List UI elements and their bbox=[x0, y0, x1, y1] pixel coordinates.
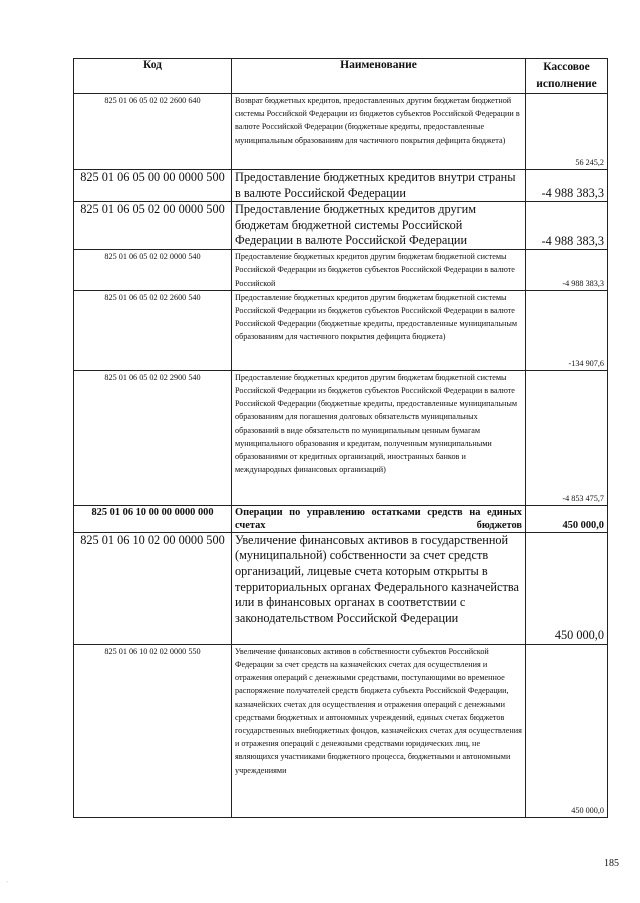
row-name: Предоставление бюджетных кредитов внутри страны в валюте Российской Федерации bbox=[232, 170, 526, 202]
row-value: -4 988 383,3 bbox=[526, 170, 608, 202]
row-code: 825 01 06 10 00 00 0000 000 bbox=[74, 505, 232, 532]
row-value: -4 853 475,7 bbox=[526, 370, 608, 505]
table-row bbox=[74, 644, 608, 817]
table-row bbox=[74, 532, 608, 644]
row-value: -4 988 383,3 bbox=[526, 250, 608, 291]
row-value: 56 245,2 bbox=[526, 94, 608, 170]
row-value: 450 000,0 bbox=[526, 644, 608, 817]
column-header-name: Наименование bbox=[232, 59, 526, 94]
row-code: 825 01 06 05 02 02 0000 540 bbox=[74, 250, 232, 291]
column-header-value-line2: исполнение bbox=[536, 78, 597, 90]
row-name: Предоставление бюджетных кредитов другим бюджетам бюджетной системы Российской Федерации в валюте Российской Федерации bbox=[232, 202, 526, 250]
row-code: 825 01 06 05 00 00 0000 500 bbox=[74, 170, 232, 202]
row-code: 825 01 06 10 02 00 0000 500 bbox=[74, 532, 232, 644]
table-row bbox=[74, 505, 608, 532]
row-name: Предоставление бюджетных кредитов другим бюджетам бюджетной системы Российской Федерации из бюджетов субъектов Российской Федерации в валюте Российской bbox=[232, 250, 526, 291]
table-row bbox=[74, 170, 608, 202]
row-name: Предоставление бюджетных кредитов другим бюджетам бюджетной системы Российской Федерации из бюджетов субъектов Российской Федерации в валюте Российской Федерации (бюджетные кредиты, предоставленные муниципальным образованиям для погашения долговых обязательств муниципальных образований в виде обязательств по муниципальным ценным бумагам муниципального образования и кредитам, полученным муниципальными образованиями от кредитных организаций, иностранных банков и международных финансовых организаций) bbox=[232, 370, 526, 505]
row-value: -134 907,6 bbox=[526, 290, 608, 370]
page-number: 185 bbox=[604, 858, 619, 869]
row-code: 825 01 06 10 02 02 0000 550 bbox=[74, 644, 232, 817]
row-name: Увеличение финансовых активов в собственности субъектов Российской Федерации за счет средств на казначейских счетах для осуществления и отражения операций с денежными средствами, поступающими во временное распоряжение получателей средств бюджета субъекта Российской Федерации, казначейских счетах для осуществления и отражения операций с денежными средствами бюджетных и автономных учреждений, единых счетах бюджетов государственных внебюджетных фондов, казначейских счетах для осуществления и отражения операций с денежными средствами юридических лиц, не являющихся участниками бюджетного процесса, бюджетными и автономными учреждениями bbox=[232, 644, 526, 817]
table-row bbox=[74, 250, 608, 291]
row-code: 825 01 06 05 02 02 2600 540 bbox=[74, 290, 232, 370]
column-header-value bbox=[526, 59, 608, 94]
scan-mark: ˋ bbox=[6, 880, 9, 889]
budget-table bbox=[73, 58, 608, 818]
table-row bbox=[74, 202, 608, 250]
table-row bbox=[74, 370, 608, 505]
row-name: Возврат бюджетных кредитов, предоставленных другим бюджетам бюджетной системы Российской Федерации из бюджетов субъектов Российской Федерации в валюте Российской Федерации (бюджетные кредиты, предоставленные муниципальным образованиям для частичного покрытия дефицита бюджета) bbox=[232, 94, 526, 170]
row-code: 825 01 06 05 02 02 2900 540 bbox=[74, 370, 232, 505]
table-row bbox=[74, 290, 608, 370]
row-value: 450 000,0 bbox=[526, 532, 608, 644]
row-code: 825 01 06 05 02 00 0000 500 bbox=[74, 202, 232, 250]
row-value: 450 000,0 bbox=[526, 505, 608, 532]
row-code: 825 01 06 05 02 02 2600 640 bbox=[74, 94, 232, 170]
column-header-code: Код bbox=[74, 59, 232, 94]
row-name: Операции по управлению остатками средств на единых счетах бюджетов bbox=[232, 505, 526, 532]
table-row bbox=[74, 94, 608, 170]
row-name: Увеличение финансовых активов в государственной (муниципальной) собственности за счет средств организаций, лицевые счета которым открыты в территориальных органах Федерального казначейства или в финансовых органах в соответствии с законодательством Российской Федерации bbox=[232, 532, 526, 644]
row-name: Предоставление бюджетных кредитов другим бюджетам бюджетной системы Российской Федерации из бюджетов субъектов Российской Федерации в валюте Российской Федерации (бюджетные кредиты, предоставленные муниципальным образованиям для частичного покрытия дефицита бюджета) bbox=[232, 290, 526, 370]
table-header-row bbox=[74, 59, 608, 94]
row-value: -4 988 383,3 bbox=[526, 202, 608, 250]
column-header-value-line1: Кассовое bbox=[543, 61, 590, 73]
